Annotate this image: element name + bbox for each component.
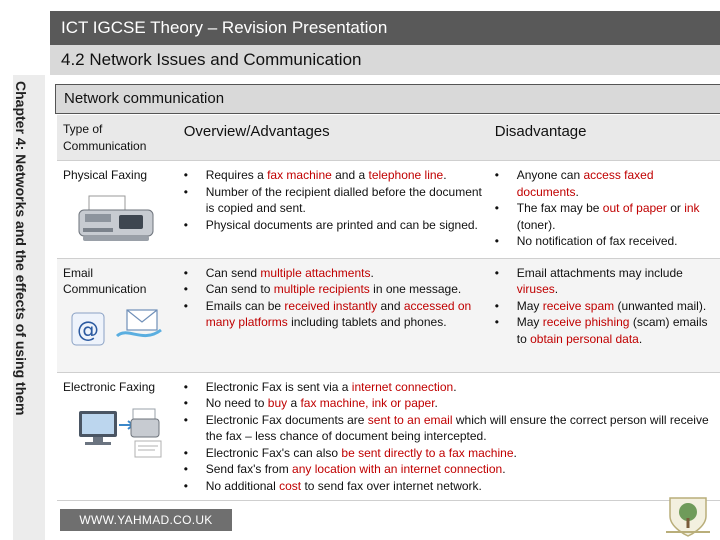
bullet-text: in one message. xyxy=(369,282,462,296)
bullet-text: Email attachments may include xyxy=(516,265,683,280)
bullet-text: May xyxy=(516,315,543,329)
advantages-list xyxy=(184,265,483,331)
bullet-item xyxy=(184,461,714,478)
bullet-text: and xyxy=(377,298,404,313)
bullet-text: (unwanted mail). xyxy=(614,298,707,313)
highlighted-text: telephone line xyxy=(368,168,444,182)
bullet-item xyxy=(184,167,483,184)
fax-machine-icon xyxy=(75,194,157,244)
type-cell xyxy=(57,258,178,372)
bullet-item xyxy=(184,217,483,234)
bullet-text: and a xyxy=(331,168,369,182)
bullet-item xyxy=(184,478,714,495)
bullet-text: . xyxy=(370,265,374,280)
slide-subtitle: 4.2 Network Issues and Communication xyxy=(50,45,720,75)
envelope-icon xyxy=(113,306,165,350)
bullet-text: Send fax's from xyxy=(205,462,293,476)
comparison-table xyxy=(57,115,720,501)
highlighted-text: fax machine xyxy=(267,168,332,182)
bullet-text: Can send to xyxy=(205,282,274,296)
bullet-item xyxy=(184,445,714,462)
electronic-fax-icon xyxy=(75,405,163,461)
bullet-text: Anyone can xyxy=(516,168,584,182)
highlighted-text: sent to an email xyxy=(367,412,453,427)
bullet-text: Electronic Fax documents are xyxy=(205,412,368,427)
highlighted-text: any location with an internet connection xyxy=(292,462,503,476)
bullet-item xyxy=(184,379,714,396)
fax-image xyxy=(63,190,172,252)
bullet-text: Can send xyxy=(205,265,261,280)
row-type-label: Electronic Faxing xyxy=(63,379,156,394)
bullet-text: . xyxy=(434,396,438,410)
header-disadvantage: Disadvantage xyxy=(489,115,720,161)
bullet-item xyxy=(184,298,483,331)
bullet-text: May xyxy=(516,298,543,313)
bullet-item xyxy=(184,281,483,298)
row-type-label: Physical Faxing xyxy=(63,168,148,182)
bullet-text: to send fax over internet network. xyxy=(301,478,482,493)
bullet-text: (toner). xyxy=(516,217,556,232)
bullet-text: . xyxy=(513,445,517,460)
row-type-label: Email Communication xyxy=(63,265,147,296)
highlighted-text: cost xyxy=(279,478,302,493)
highlighted-text: receive spam xyxy=(542,298,615,313)
bullet-item xyxy=(184,184,483,217)
bullet-text: Electronic Fax's can also xyxy=(205,445,342,460)
bullet-item xyxy=(495,167,714,200)
type-cell xyxy=(57,372,178,501)
bullet-text: (scam) emails to xyxy=(516,315,708,346)
bullet-text: Emails can be xyxy=(205,298,285,313)
school-crest-icon xyxy=(662,492,714,538)
bullet-item xyxy=(495,265,714,298)
highlighted-text: accessed on many platforms xyxy=(205,298,472,329)
highlighted-text: out of paper xyxy=(602,201,667,215)
svg-text:@: @ xyxy=(77,317,99,343)
electronic-fax-image xyxy=(63,401,172,463)
table-row xyxy=(57,258,720,372)
highlighted-text: receive phishing xyxy=(542,315,630,329)
header-type: Type of Communication xyxy=(57,115,178,161)
highlighted-text: multiple attachments xyxy=(260,265,371,280)
bullet-item xyxy=(184,412,714,445)
bullet-item xyxy=(184,395,714,412)
bullet-text: No notification of fax received. xyxy=(516,234,678,248)
highlighted-text: obtain personal data xyxy=(530,331,639,346)
bullet-text: No additional xyxy=(205,478,280,493)
advantages-cell xyxy=(178,258,489,372)
bullet-text: or xyxy=(666,201,685,215)
email-image xyxy=(63,304,172,366)
bullet-item xyxy=(495,233,714,250)
bullet-text: . xyxy=(575,184,579,199)
disadvantages-cell xyxy=(489,161,720,259)
disadvantages-list xyxy=(495,167,714,250)
bullet-text: . xyxy=(554,282,559,296)
advantages-list xyxy=(184,379,714,495)
highlighted-text: access faxed documents xyxy=(516,168,654,199)
bullet-text: which will ensure the correct person will receive the fax – less chance of document being intercepted. xyxy=(205,412,709,443)
bullet-item xyxy=(495,298,714,315)
at-sign-icon xyxy=(71,312,105,346)
bullet-item xyxy=(495,314,714,347)
advantages-cell xyxy=(178,372,720,501)
bullet-text: Number of the recipient dialled before the document is copied and sent. xyxy=(205,184,482,215)
bullet-text: . xyxy=(638,331,643,346)
disadvantages-list xyxy=(495,265,714,348)
bullet-text: a xyxy=(287,396,301,410)
type-cell xyxy=(57,161,178,259)
bullet-item xyxy=(495,200,714,233)
section-title: Network communication xyxy=(55,84,720,114)
bullet-text: . xyxy=(453,379,457,394)
bullet-text: Electronic Fax is sent via a xyxy=(205,379,352,394)
bullet-text: Requires a xyxy=(205,168,268,182)
advantages-list xyxy=(184,167,483,233)
website-footer[interactable]: WWW.YAHMAD.CO.UK xyxy=(60,509,232,531)
highlighted-text: fax machine, ink or paper xyxy=(300,396,435,410)
highlighted-text: internet connection xyxy=(351,379,454,394)
header-advantages: Overview/Advantages xyxy=(178,115,489,161)
presentation-title: ICT IGCSE Theory – Revision Presentation xyxy=(50,11,720,45)
bullet-text: . xyxy=(502,462,506,476)
advantages-cell xyxy=(178,161,489,259)
bullet-text: The fax may be xyxy=(516,201,603,215)
highlighted-text: buy xyxy=(267,396,288,410)
bullet-text: No need to xyxy=(205,396,268,410)
bullet-text: Physical documents are printed and can be signed. xyxy=(205,217,478,232)
table-header-row xyxy=(57,115,720,161)
bullet-text: . xyxy=(443,168,447,182)
highlighted-text: viruses xyxy=(516,282,555,296)
chapter-label: Chapter 4: Networks and the effects of using them xyxy=(13,81,29,416)
highlighted-text: received instantly xyxy=(284,298,378,313)
highlighted-text: ink xyxy=(684,201,700,215)
disadvantages-cell xyxy=(489,258,720,372)
bullet-item xyxy=(184,265,483,282)
table-row xyxy=(57,161,720,259)
highlighted-text: be sent directly to a fax machine xyxy=(341,445,514,460)
bullet-text: including tablets and phones. xyxy=(287,315,447,329)
highlighted-text: multiple recipients xyxy=(273,282,370,296)
table-row xyxy=(57,372,720,501)
